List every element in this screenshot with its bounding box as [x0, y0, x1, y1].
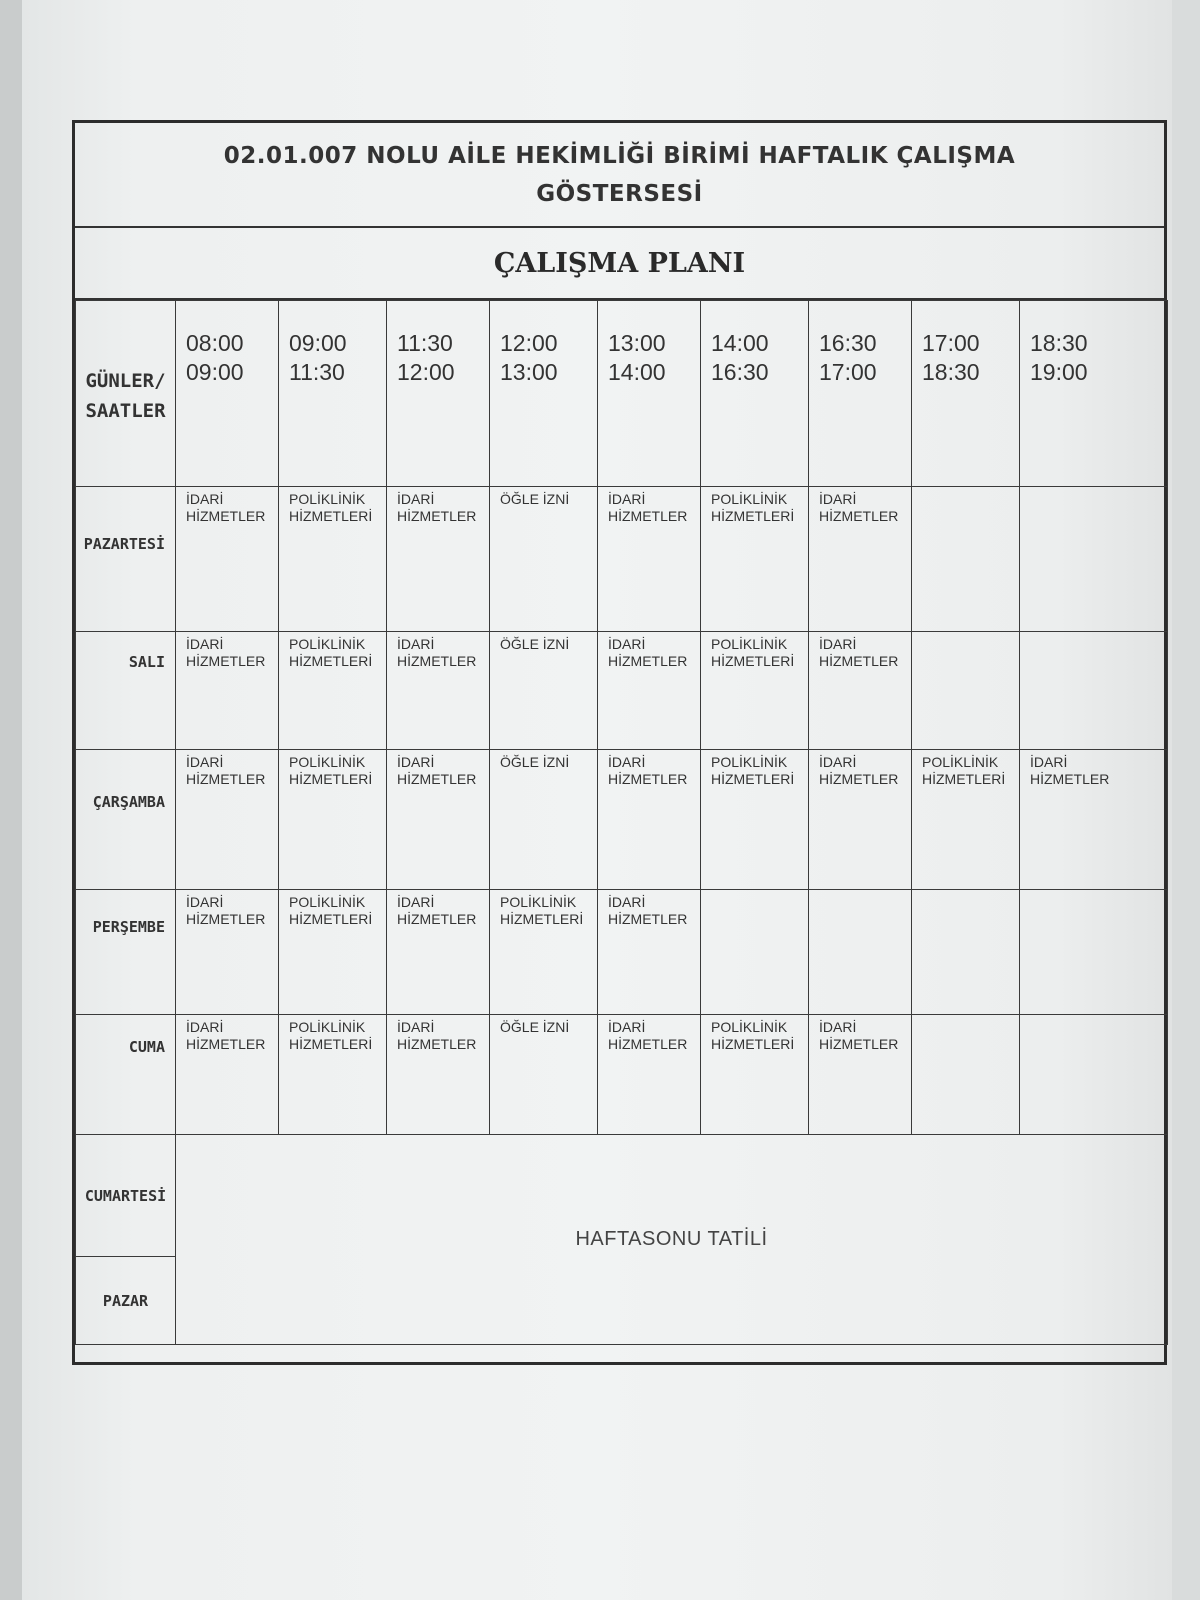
time-slot-end: 13:00: [500, 359, 558, 385]
cell-line-1: İDARİ: [186, 636, 224, 652]
cell-line-1: POLİKLİNİK: [500, 894, 577, 910]
day-row: [76, 1015, 1168, 1135]
schedule-cell: [279, 487, 387, 632]
schedule-cell: [279, 750, 387, 890]
cell-line-2: HİZMETLER: [819, 508, 899, 524]
schedule-cell: [490, 750, 598, 890]
cell-line-2: HİZMETLER: [397, 911, 477, 927]
time-slot-header: [912, 301, 1020, 487]
cell-line-1: İDARİ: [186, 894, 224, 910]
time-slot-header: [809, 301, 912, 487]
cell-line-2: HİZMETLER: [397, 1036, 477, 1052]
day-row: [76, 750, 1168, 890]
cell-line-1: ÖĞLE İZNİ: [500, 636, 570, 652]
cell-line-2: HİZMETLERİ: [289, 771, 373, 787]
cell-line-1: İDARİ: [397, 636, 435, 652]
schedule-cell: [701, 632, 809, 750]
cell-line-2: HİZMETLER: [608, 653, 688, 669]
cell-line-1: POLİKLİNİK: [711, 636, 788, 652]
time-slot-header: [1020, 301, 1168, 487]
time-slot-start: 11:30: [397, 330, 453, 356]
time-slot-header: [387, 301, 490, 487]
cell-line-1: ÖĞLE İZNİ: [500, 754, 570, 770]
cell-line-1: İDARİ: [397, 491, 435, 507]
cell-line-2: HİZMETLER: [608, 771, 688, 787]
schedule-cell: [1020, 487, 1168, 632]
cell-line-1: İDARİ: [608, 894, 646, 910]
time-slot-start: 17:00: [922, 330, 980, 356]
plan-row: [75, 228, 1164, 300]
schedule-cell: [598, 750, 701, 890]
schedule-cell: [598, 632, 701, 750]
day-row: [76, 890, 1168, 1015]
cell-line-1: İDARİ: [819, 1019, 857, 1035]
cell-line-1: İDARİ: [819, 636, 857, 652]
schedule-cell: [701, 750, 809, 890]
cell-line-1: POLİKLİNİK: [289, 894, 366, 910]
cell-line-1: POLİKLİNİK: [289, 1019, 366, 1035]
cell-line-1: POLİKLİNİK: [922, 754, 999, 770]
schedule-cell: [279, 632, 387, 750]
document-title: 02.01.007 NOLU AİLE HEKİMLİĞİ BİRİMİ HAFTALIK ÇALIŞMA GÖSTERSESİ: [223, 142, 1016, 207]
cell-line-1: ÖĞLE İZNİ: [500, 1019, 570, 1035]
plan-title: ÇALIŞMA PLANI: [493, 247, 746, 279]
cell-line-1: İDARİ: [608, 754, 646, 770]
time-slot-header: [701, 301, 809, 487]
schedule-cell: [387, 632, 490, 750]
cell-line-2: HİZMETLER: [186, 1036, 266, 1052]
schedule-cell: [490, 1015, 598, 1135]
schedule-body: [76, 301, 1168, 1345]
weekend-holiday-cell: HAFTASONU TATİLİ: [176, 1135, 1168, 1345]
schedule-frame: [72, 120, 1167, 1365]
cell-line-2: HİZMETLER: [397, 771, 477, 787]
days-label: GÜNLER/: [85, 370, 166, 392]
time-slot-end: 18:30: [922, 359, 980, 385]
cell-line-2: HİZMETLERİ: [711, 771, 795, 787]
cell-line-1: İDARİ: [186, 754, 224, 770]
time-slot-start: 14:00: [711, 330, 769, 356]
days-hours-label: [76, 301, 176, 487]
cell-line-2: HİZMETLERİ: [711, 1036, 795, 1052]
cell-line-1: POLİKLİNİK: [289, 491, 366, 507]
day-row: [76, 487, 1168, 632]
cell-line-2: HİZMETLER: [186, 911, 266, 927]
time-slot-end: 14:00: [608, 359, 666, 385]
time-slot-start: 16:30: [819, 330, 877, 356]
time-slot-end: 09:00: [186, 359, 244, 385]
time-slot-header: [176, 301, 279, 487]
cell-line-1: İDARİ: [608, 491, 646, 507]
schedule-cell: [176, 890, 279, 1015]
cell-line-1: POLİKLİNİK: [289, 754, 366, 770]
schedule-cell: [387, 487, 490, 632]
day-label: CUMA: [76, 1015, 176, 1135]
time-slot-end: 12:00: [397, 359, 455, 385]
time-slot-end: 17:00: [819, 359, 877, 385]
weekend-row: [76, 1135, 1168, 1257]
cell-line-1: İDARİ: [608, 1019, 646, 1035]
time-slot-end: 19:00: [1030, 359, 1088, 385]
schedule-cell: [1020, 750, 1168, 890]
cell-line-2: HİZMETLERİ: [711, 653, 795, 669]
cell-line-2: HİZMETLER: [1030, 771, 1110, 787]
day-label: PAZARTESİ: [76, 487, 176, 632]
time-slot-start: 18:30: [1030, 330, 1088, 356]
cell-line-2: HİZMETLER: [186, 771, 266, 787]
time-slot-start: 08:00: [186, 330, 244, 356]
schedule-cell: [809, 1015, 912, 1135]
cell-line-2: HİZMETLER: [819, 771, 899, 787]
cell-line-2: HİZMETLERİ: [289, 911, 373, 927]
schedule-cell: [387, 890, 490, 1015]
time-slot-header: [490, 301, 598, 487]
schedule-cell: [912, 750, 1020, 890]
cell-line-1: İDARİ: [819, 754, 857, 770]
day-row: [76, 632, 1168, 750]
schedule-cell: [809, 750, 912, 890]
cell-line-2: HİZMETLERİ: [711, 508, 795, 524]
cell-line-2: HİZMETLER: [608, 508, 688, 524]
cell-line-1: POLİKLİNİK: [711, 754, 788, 770]
schedule-cell: [279, 1015, 387, 1135]
cell-line-1: İDARİ: [397, 894, 435, 910]
schedule-cell: [809, 632, 912, 750]
time-slot-header: [279, 301, 387, 487]
time-slot-start: 12:00: [500, 330, 558, 356]
schedule-cell: [176, 1015, 279, 1135]
cell-line-2: HİZMETLER: [608, 911, 688, 927]
cell-line-2: HİZMETLER: [397, 653, 477, 669]
cell-line-2: HİZMETLER: [819, 653, 899, 669]
cell-line-1: İDARİ: [186, 491, 224, 507]
schedule-cell: [1020, 1015, 1168, 1135]
schedule-cell: [176, 750, 279, 890]
cell-line-1: ÖĞLE İZNİ: [500, 491, 570, 507]
paper-sheet: [22, 0, 1172, 1600]
schedule-cell: [1020, 890, 1168, 1015]
schedule-cell: [912, 890, 1020, 1015]
weekend-day-label: PAZAR: [76, 1257, 176, 1345]
schedule-cell: [490, 632, 598, 750]
time-slot-start: 13:00: [608, 330, 666, 356]
schedule-cell: [809, 890, 912, 1015]
cell-line-1: POLİKLİNİK: [711, 491, 788, 507]
cell-line-2: HİZMETLER: [819, 1036, 899, 1052]
day-label: ÇARŞAMBA: [76, 750, 176, 890]
time-slot-end: 11:30: [289, 359, 345, 385]
cell-line-2: HİZMETLERİ: [289, 508, 373, 524]
weekend-day-label: CUMARTESİ: [76, 1135, 176, 1257]
time-slot-start: 09:00: [289, 330, 347, 356]
cell-line-2: HİZMETLERİ: [500, 911, 584, 927]
header-row: [76, 301, 1168, 487]
cell-line-2: HİZMETLERİ: [922, 771, 1006, 787]
cell-line-1: İDARİ: [608, 636, 646, 652]
title-row: [75, 123, 1164, 228]
cell-line-2: HİZMETLERİ: [289, 653, 373, 669]
cell-line-2: HİZMETLERİ: [289, 1036, 373, 1052]
schedule-cell: [279, 890, 387, 1015]
schedule-cell: [701, 890, 809, 1015]
schedule-cell: [598, 1015, 701, 1135]
hours-label: SAATLER: [85, 400, 166, 422]
schedule-cell: [809, 487, 912, 632]
day-label: PERŞEMBE: [76, 890, 176, 1015]
schedule-cell: [701, 1015, 809, 1135]
cell-line-2: HİZMETLER: [397, 508, 477, 524]
schedule-cell: [490, 890, 598, 1015]
background-edge: [0, 0, 22, 1600]
cell-line-2: HİZMETLER: [186, 653, 266, 669]
schedule-cell: [598, 487, 701, 632]
time-slot-end: 16:30: [711, 359, 769, 385]
cell-line-1: İDARİ: [186, 1019, 224, 1035]
schedule-cell: [912, 632, 1020, 750]
time-slot-header: [598, 301, 701, 487]
schedule-cell: [387, 750, 490, 890]
cell-line-1: İDARİ: [1030, 754, 1068, 770]
cell-line-2: HİZMETLER: [186, 508, 266, 524]
schedule-cell: [490, 487, 598, 632]
day-label: SALI: [76, 632, 176, 750]
cell-line-1: POLİKLİNİK: [289, 636, 366, 652]
schedule-table: [75, 300, 1168, 1345]
schedule-cell: [912, 487, 1020, 632]
schedule-cell: [176, 487, 279, 632]
schedule-cell: [387, 1015, 490, 1135]
cell-line-1: İDARİ: [397, 754, 435, 770]
schedule-cell: [176, 632, 279, 750]
cell-line-1: İDARİ: [397, 1019, 435, 1035]
schedule-cell: [912, 1015, 1020, 1135]
cell-line-1: POLİKLİNİK: [711, 1019, 788, 1035]
schedule-cell: [598, 890, 701, 1015]
schedule-cell: [701, 487, 809, 632]
cell-line-2: HİZMETLER: [608, 1036, 688, 1052]
schedule-cell: [1020, 632, 1168, 750]
cell-line-1: İDARİ: [819, 491, 857, 507]
